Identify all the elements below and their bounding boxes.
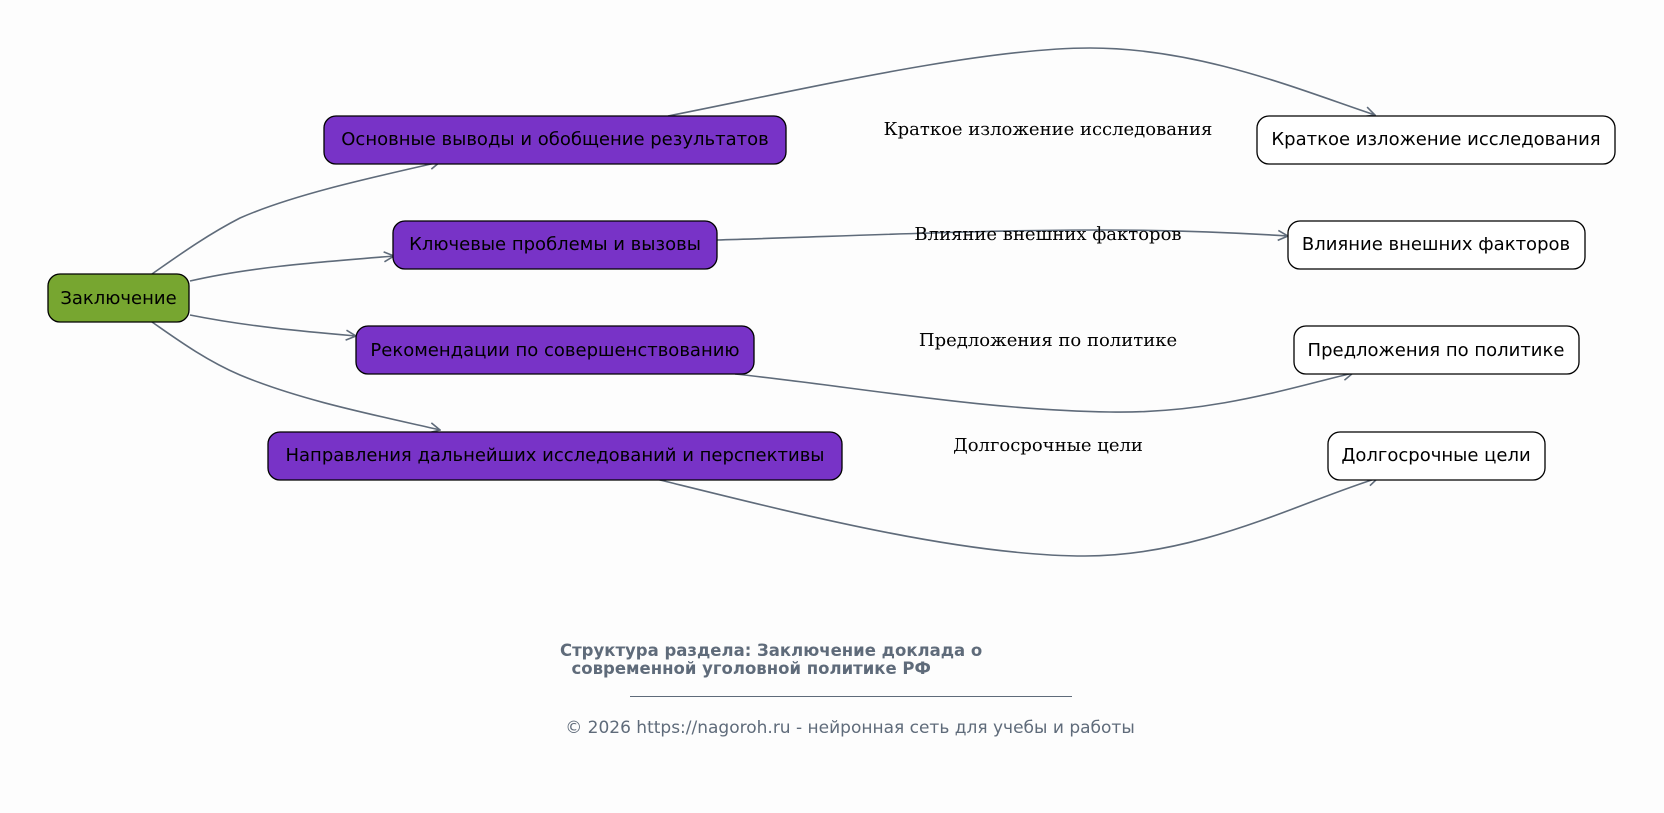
- edge-section-4-to-leaf-4: [656, 478, 1378, 556]
- title-underline: [630, 696, 1072, 697]
- leaf-node-3[interactable]: [1294, 326, 1579, 374]
- leaf-node-4-label: Долгосрочные цели: [1341, 445, 1531, 466]
- edge-section-3-to-leaf-3: [735, 373, 1353, 412]
- section-node-2-label: Ключевые проблемы и вызовы: [409, 234, 701, 255]
- root-node[interactable]: [48, 274, 189, 322]
- section-node-1-label: Основные выводы и обобщение результатов: [341, 129, 769, 150]
- edge-label-4: Долгосрочные цели: [953, 435, 1143, 456]
- leaf-node-2-label: Влияние внешних факторов: [1301, 234, 1571, 255]
- section-node-4[interactable]: [268, 432, 842, 480]
- leaf-node-2[interactable]: [1288, 221, 1585, 269]
- copyright-footer: © 2026 https://nagoroh.ru - нейронная сеть для учебы и работы: [565, 718, 1135, 738]
- edge-label-2: Влияние внешних факторов: [914, 224, 1182, 245]
- root-node-label: Заключение: [60, 288, 177, 309]
- edges-root-to-sections: [152, 162, 440, 430]
- edge-label-3: Предложения по политике: [918, 330, 1178, 351]
- edge-root-to-section-3: [190, 315, 356, 336]
- edge-section-1-to-leaf-1: [668, 48, 1375, 116]
- diagram-title: Структура раздела: Заключение доклада о современной уголовной политике РФ: [560, 641, 983, 678]
- section-node-4-label: Направления дальнейших исследований и перспективы: [285, 445, 825, 466]
- edge-root-to-section-2: [190, 256, 394, 281]
- leaf-node-1[interactable]: [1257, 116, 1615, 164]
- leaf-node-4[interactable]: [1328, 432, 1545, 480]
- edge-label-1: Краткое изложение исследования: [883, 119, 1213, 140]
- leaf-node-3-label: Предложения по политике: [1307, 340, 1565, 361]
- section-node-3[interactable]: [356, 326, 754, 374]
- section-node-2[interactable]: [393, 221, 717, 269]
- section-node-1[interactable]: [324, 116, 786, 164]
- leaf-node-1-label: Краткое изложение исследования: [1271, 129, 1601, 150]
- edge-labels: [884, 119, 1213, 456]
- section-node-3-label: Рекомендации по совершенствованию: [370, 340, 740, 361]
